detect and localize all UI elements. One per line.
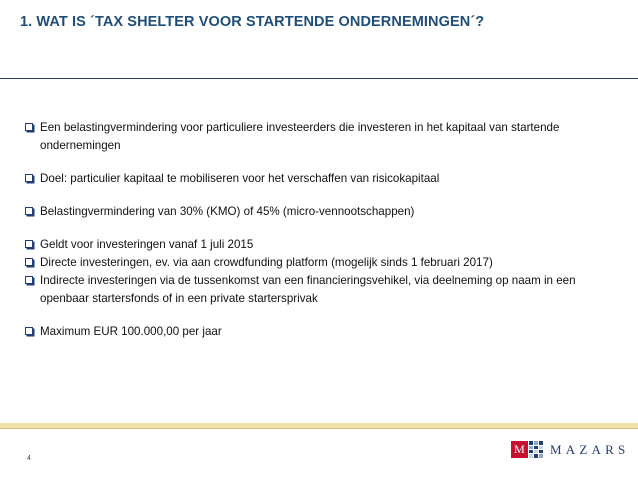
bullet-item [25, 254, 625, 272]
logo-mark: M [511, 441, 528, 458]
bullet-text: Geldt voor investeringen vanaf 1 juli 2015 [40, 238, 254, 251]
checkbox-bullet-icon [25, 123, 33, 131]
mazars-logo [511, 441, 629, 458]
checkbox-bullet-icon [25, 207, 33, 215]
bullet-item [25, 236, 625, 254]
bullet-item [25, 272, 625, 308]
logo-mosaic-icon [529, 441, 543, 458]
checkbox-bullet-icon [25, 240, 33, 248]
bullet-text: Indirecte investeringen via de tussenkomst van een financieringsvehikel, via deelneming op naam in een openbaar startersfonds of in een private startersprivak [40, 274, 576, 305]
bullet-text: Belastingvermindering van 30% (KMO) of 45% (micro-vennootschappen) [40, 205, 415, 218]
slide-title: 1. WAT IS ´TAX SHELTER VOOR STARTENDE ONDERNEMINGEN´? [20, 14, 485, 30]
bullet-list [25, 119, 625, 341]
bullet-item [25, 203, 625, 221]
bullet-item [25, 170, 625, 188]
bullet-text: Doel: particulier kapitaal te mobiliseren voor het verschaffen van risicokapitaal [40, 172, 440, 185]
page-number: 4 [27, 455, 31, 462]
footer-band [0, 423, 638, 428]
checkbox-bullet-icon [25, 327, 33, 335]
bullet-item [25, 323, 625, 341]
bullet-text: Een belastingvermindering voor particuliere investeerders die investeren in het kapitaal van startende ondernemingen [40, 121, 560, 152]
bullet-text: Maximum EUR 100.000,00 per jaar [40, 325, 222, 338]
checkbox-bullet-icon [25, 258, 33, 266]
checkbox-bullet-icon [25, 174, 33, 182]
checkbox-bullet-icon [25, 276, 33, 284]
logo-wordmark: MAZARS [550, 441, 630, 457]
title-divider [0, 78, 638, 79]
bullet-item [25, 119, 625, 155]
bullet-text: Directe investeringen, ev. via aan crowdfunding platform (mogelijk sinds 1 februari 2017) [40, 256, 493, 269]
